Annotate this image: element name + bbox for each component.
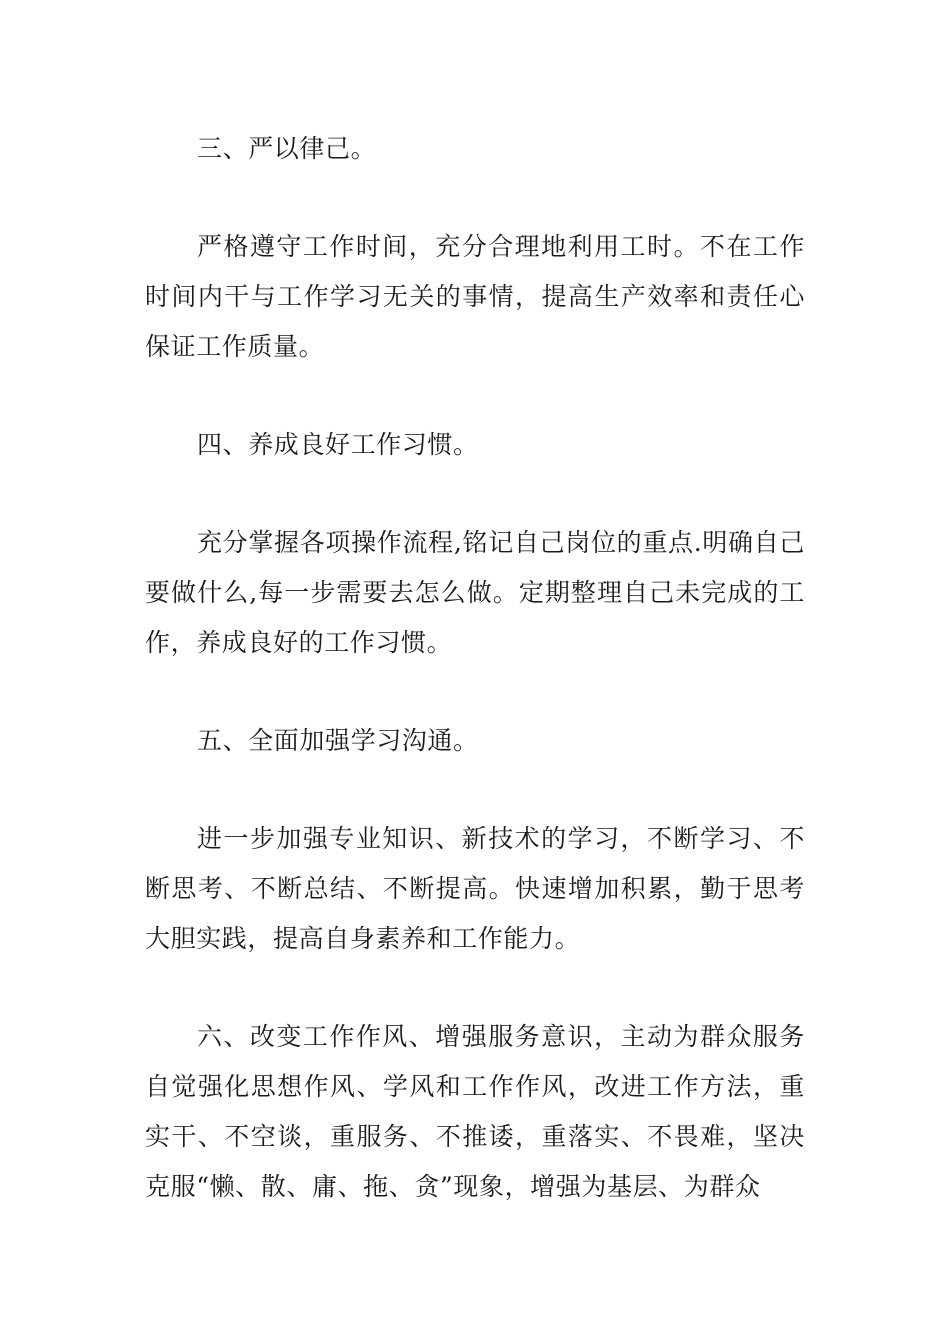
section-body-3: 严格遵守工作时间，充分合理地利用工时。不在工作时间内干与工作学习无关的事情，提高生产效率和责任心保证工作质量。: [145, 232, 805, 361]
section-heading-4: 四、养成良好工作习惯。: [197, 430, 479, 459]
paragraph-gap: [145, 964, 805, 1012]
paragraph-gap: [145, 766, 805, 814]
section-heading-5: 五、全面加强学习沟通。: [197, 726, 479, 755]
section-body-5: 进一步加强专业知识、新技术的学习，不断学习、不断思考、不断总结、不断提高。快速增加积累，勤于思考大胆实践，提高自身素养和工作能力。: [145, 824, 805, 953]
section-6-paragraph: 六、改变工作作风、增强服务意识，主动为群众服务自觉强化思想作风、学风和工作作风，改进工作方法，重实干、不空谈，重服务、不推诿，重落实、不畏难，坚决克服“懒、散、庸、拖、贪”现象，增强为基层、为群众: [145, 1022, 805, 1201]
section-heading-3: 三、严以律己。: [197, 134, 377, 163]
document-page: [145, 124, 805, 1212]
paragraph-gap: [145, 174, 805, 222]
section-body-4: 充分掌握各项操作流程,铭记自己岗位的重点.明确自己要做什么,每一步需要去怎么做。定期整理自己未完成的工作，养成良好的工作习惯。: [145, 528, 805, 657]
paragraph-gap: [145, 470, 805, 518]
paragraph-gap: [145, 668, 805, 716]
paragraph-gap: [145, 372, 805, 420]
